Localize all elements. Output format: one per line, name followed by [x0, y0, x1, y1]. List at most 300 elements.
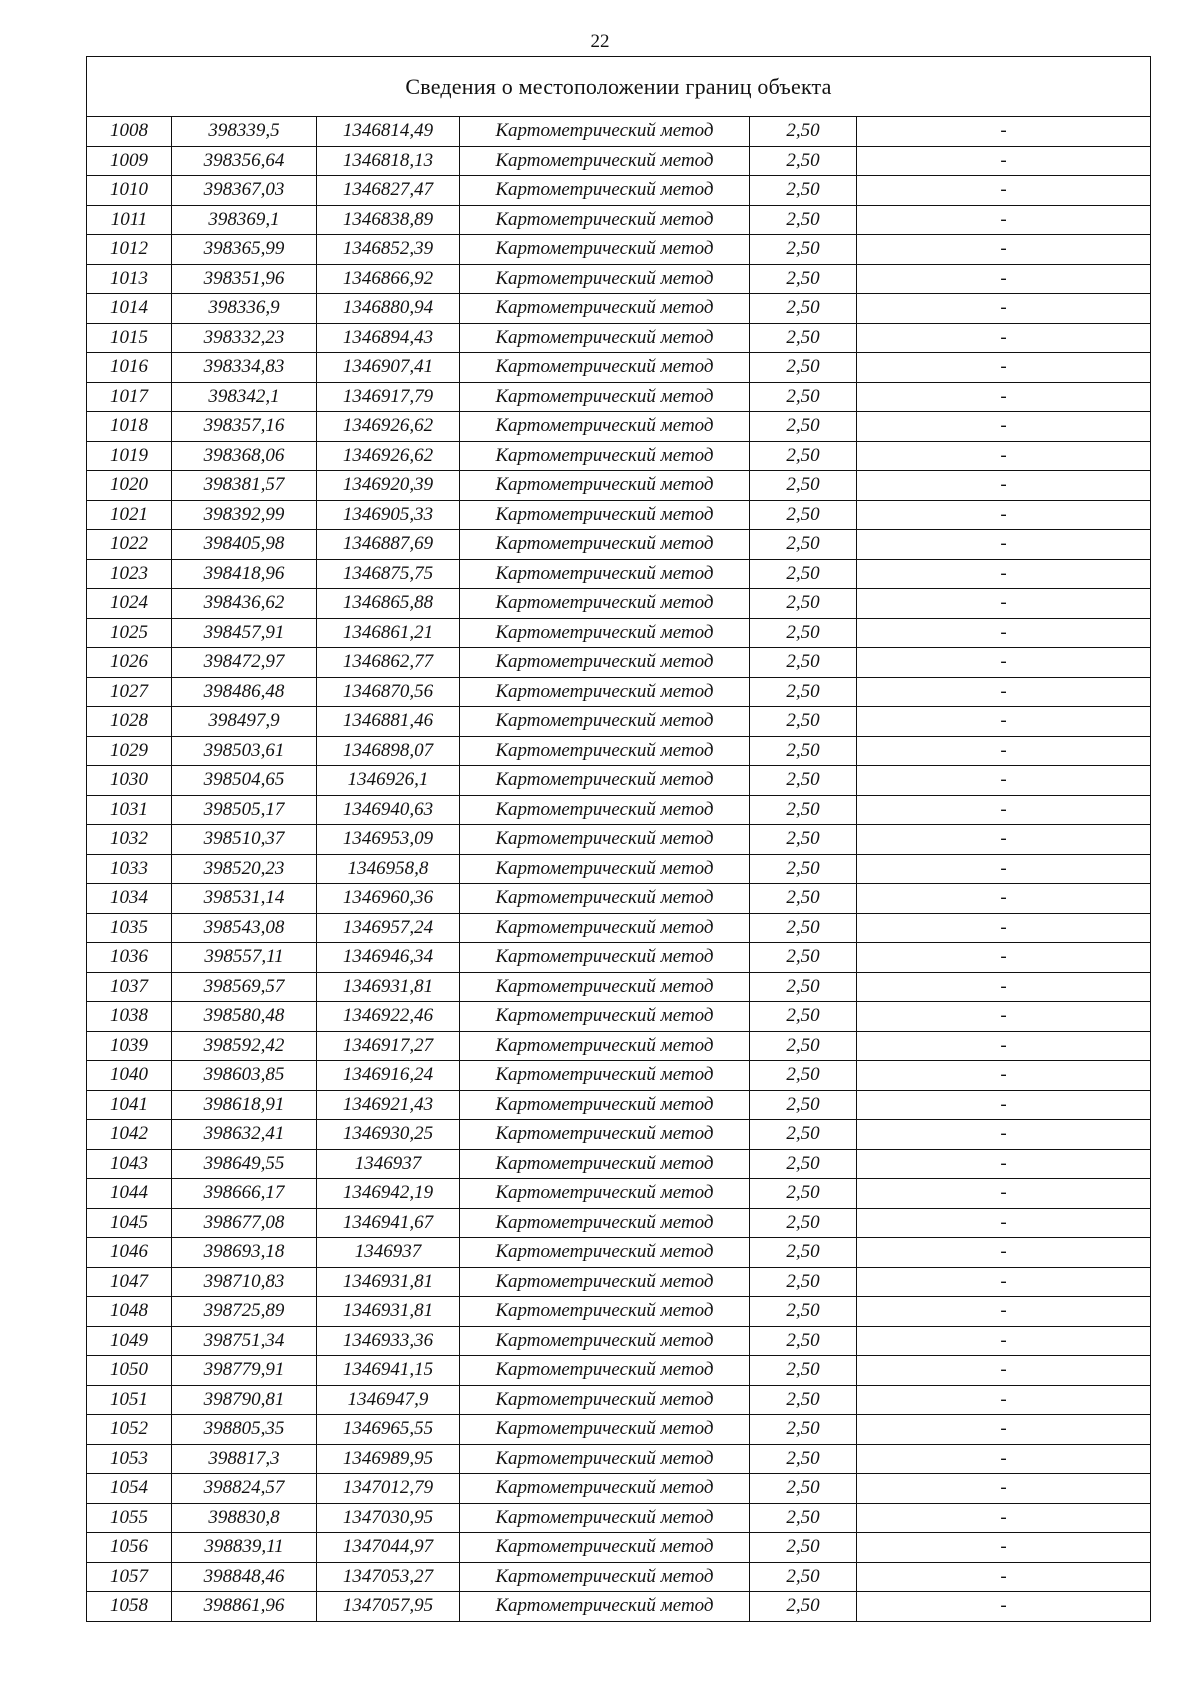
- method-cell: Картометрический метод: [460, 235, 750, 265]
- table-row: [87, 1238, 1151, 1268]
- point-number-cell: 1032: [87, 825, 172, 855]
- method-cell: Картометрический метод: [460, 294, 750, 324]
- table-row: [87, 441, 1151, 471]
- description-cell: -: [857, 1061, 1151, 1091]
- x-coordinate-cell: 398592,42: [172, 1031, 317, 1061]
- y-coordinate-cell: 1346946,34: [317, 943, 460, 973]
- description-cell: -: [857, 235, 1151, 265]
- point-number-cell: 1022: [87, 530, 172, 560]
- method-cell: Картометрический метод: [460, 1297, 750, 1327]
- description-cell: -: [857, 1562, 1151, 1592]
- accuracy-cell: 2,50: [750, 294, 857, 324]
- y-coordinate-cell: 1346818,13: [317, 146, 460, 176]
- accuracy-cell: 2,50: [750, 1562, 857, 1592]
- method-cell: Картометрический метод: [460, 1356, 750, 1386]
- description-cell: -: [857, 559, 1151, 589]
- table-row: [87, 1267, 1151, 1297]
- accuracy-cell: 2,50: [750, 1179, 857, 1209]
- y-coordinate-cell: 1346958,8: [317, 854, 460, 884]
- y-coordinate-cell: 1346870,56: [317, 677, 460, 707]
- table-row: [87, 707, 1151, 737]
- accuracy-cell: 2,50: [750, 1002, 857, 1032]
- table-row: [87, 1179, 1151, 1209]
- description-cell: -: [857, 530, 1151, 560]
- point-number-cell: 1027: [87, 677, 172, 707]
- accuracy-cell: 2,50: [750, 1297, 857, 1327]
- method-cell: Картометрический метод: [460, 972, 750, 1002]
- point-number-cell: 1030: [87, 766, 172, 796]
- y-coordinate-cell: 1346861,21: [317, 618, 460, 648]
- point-number-cell: 1026: [87, 648, 172, 678]
- accuracy-cell: 2,50: [750, 1592, 857, 1622]
- description-cell: -: [857, 1149, 1151, 1179]
- y-coordinate-cell: 1346942,19: [317, 1179, 460, 1209]
- accuracy-cell: 2,50: [750, 1415, 857, 1445]
- x-coordinate-cell: 398848,46: [172, 1562, 317, 1592]
- description-cell: -: [857, 382, 1151, 412]
- description-cell: -: [857, 1090, 1151, 1120]
- y-coordinate-cell: 1346875,75: [317, 559, 460, 589]
- y-coordinate-cell: 1346930,25: [317, 1120, 460, 1150]
- description-cell: -: [857, 1031, 1151, 1061]
- accuracy-cell: 2,50: [750, 1267, 857, 1297]
- method-cell: Картометрический метод: [460, 618, 750, 648]
- x-coordinate-cell: 398649,55: [172, 1149, 317, 1179]
- method-cell: Картометрический метод: [460, 1120, 750, 1150]
- description-cell: -: [857, 1326, 1151, 1356]
- x-coordinate-cell: 398351,96: [172, 264, 317, 294]
- table-row: [87, 1090, 1151, 1120]
- point-number-cell: 1047: [87, 1267, 172, 1297]
- accuracy-cell: 2,50: [750, 117, 857, 147]
- description-cell: -: [857, 146, 1151, 176]
- description-cell: -: [857, 648, 1151, 678]
- point-number-cell: 1052: [87, 1415, 172, 1445]
- description-cell: -: [857, 1503, 1151, 1533]
- x-coordinate-cell: 398369,1: [172, 205, 317, 235]
- table-row: [87, 382, 1151, 412]
- method-cell: Картометрический метод: [460, 1208, 750, 1238]
- method-cell: Картометрический метод: [460, 943, 750, 973]
- description-cell: -: [857, 1267, 1151, 1297]
- method-cell: Картометрический метод: [460, 1592, 750, 1622]
- description-cell: -: [857, 589, 1151, 619]
- method-cell: Картометрический метод: [460, 1562, 750, 1592]
- point-number-cell: 1025: [87, 618, 172, 648]
- point-number-cell: 1015: [87, 323, 172, 353]
- y-coordinate-cell: 1346866,92: [317, 264, 460, 294]
- method-cell: Картометрический метод: [460, 471, 750, 501]
- y-coordinate-cell: 1346931,81: [317, 1297, 460, 1327]
- method-cell: Картометрический метод: [460, 1061, 750, 1091]
- accuracy-cell: 2,50: [750, 825, 857, 855]
- accuracy-cell: 2,50: [750, 884, 857, 914]
- table-row: [87, 1002, 1151, 1032]
- description-cell: -: [857, 1444, 1151, 1474]
- accuracy-cell: 2,50: [750, 1356, 857, 1386]
- description-cell: -: [857, 500, 1151, 530]
- table-row: [87, 264, 1151, 294]
- description-cell: -: [857, 1592, 1151, 1622]
- boundary-coordinates-table: [86, 56, 1151, 1622]
- x-coordinate-cell: 398367,03: [172, 176, 317, 206]
- method-cell: Картометрический метод: [460, 205, 750, 235]
- accuracy-cell: 2,50: [750, 1533, 857, 1563]
- x-coordinate-cell: 398336,9: [172, 294, 317, 324]
- table-row: [87, 471, 1151, 501]
- point-number-cell: 1033: [87, 854, 172, 884]
- accuracy-cell: 2,50: [750, 1061, 857, 1091]
- accuracy-cell: 2,50: [750, 353, 857, 383]
- page-number: 22: [590, 31, 610, 52]
- x-coordinate-cell: 398332,23: [172, 323, 317, 353]
- y-coordinate-cell: 1346937: [317, 1149, 460, 1179]
- description-cell: -: [857, 618, 1151, 648]
- x-coordinate-cell: 398503,61: [172, 736, 317, 766]
- description-cell: -: [857, 1385, 1151, 1415]
- description-cell: -: [857, 294, 1151, 324]
- y-coordinate-cell: 1346862,77: [317, 648, 460, 678]
- method-cell: Картометрический метод: [460, 353, 750, 383]
- x-coordinate-cell: 398543,08: [172, 913, 317, 943]
- method-cell: Картометрический метод: [460, 1326, 750, 1356]
- x-coordinate-cell: 398356,64: [172, 146, 317, 176]
- y-coordinate-cell: 1347030,95: [317, 1503, 460, 1533]
- x-coordinate-cell: 398603,85: [172, 1061, 317, 1091]
- y-coordinate-cell: 1346941,67: [317, 1208, 460, 1238]
- table-row: [87, 1120, 1151, 1150]
- accuracy-cell: 2,50: [750, 235, 857, 265]
- y-coordinate-cell: 1346907,41: [317, 353, 460, 383]
- y-coordinate-cell: 1347057,95: [317, 1592, 460, 1622]
- point-number-cell: 1040: [87, 1061, 172, 1091]
- x-coordinate-cell: 398457,91: [172, 618, 317, 648]
- accuracy-cell: 2,50: [750, 618, 857, 648]
- accuracy-cell: 2,50: [750, 323, 857, 353]
- method-cell: Картометрический метод: [460, 323, 750, 353]
- table-row: [87, 412, 1151, 442]
- method-cell: Картометрический метод: [460, 1474, 750, 1504]
- table-row: [87, 1385, 1151, 1415]
- accuracy-cell: 2,50: [750, 1149, 857, 1179]
- accuracy-cell: 2,50: [750, 972, 857, 1002]
- point-number-cell: 1045: [87, 1208, 172, 1238]
- description-cell: -: [857, 1356, 1151, 1386]
- x-coordinate-cell: 398334,83: [172, 353, 317, 383]
- description-cell: -: [857, 854, 1151, 884]
- accuracy-cell: 2,50: [750, 471, 857, 501]
- x-coordinate-cell: 398472,97: [172, 648, 317, 678]
- table-row: [87, 205, 1151, 235]
- x-coordinate-cell: 398520,23: [172, 854, 317, 884]
- description-cell: -: [857, 943, 1151, 973]
- y-coordinate-cell: 1346941,15: [317, 1356, 460, 1386]
- x-coordinate-cell: 398677,08: [172, 1208, 317, 1238]
- point-number-cell: 1046: [87, 1238, 172, 1268]
- point-number-cell: 1055: [87, 1503, 172, 1533]
- description-cell: -: [857, 766, 1151, 796]
- accuracy-cell: 2,50: [750, 146, 857, 176]
- description-cell: -: [857, 471, 1151, 501]
- method-cell: Картометрический метод: [460, 559, 750, 589]
- accuracy-cell: 2,50: [750, 1031, 857, 1061]
- point-number-cell: 1041: [87, 1090, 172, 1120]
- table-row: [87, 854, 1151, 884]
- x-coordinate-cell: 398342,1: [172, 382, 317, 412]
- y-coordinate-cell: 1346814,49: [317, 117, 460, 147]
- method-cell: Картометрический метод: [460, 1503, 750, 1533]
- x-coordinate-cell: 398368,06: [172, 441, 317, 471]
- description-cell: -: [857, 825, 1151, 855]
- y-coordinate-cell: 1346922,46: [317, 1002, 460, 1032]
- accuracy-cell: 2,50: [750, 766, 857, 796]
- point-number-cell: 1016: [87, 353, 172, 383]
- description-cell: -: [857, 1415, 1151, 1445]
- y-coordinate-cell: 1346957,24: [317, 913, 460, 943]
- table-row: [87, 1503, 1151, 1533]
- x-coordinate-cell: 398436,62: [172, 589, 317, 619]
- accuracy-cell: 2,50: [750, 530, 857, 560]
- accuracy-cell: 2,50: [750, 1120, 857, 1150]
- y-coordinate-cell: 1346905,33: [317, 500, 460, 530]
- y-coordinate-cell: 1346937: [317, 1238, 460, 1268]
- y-coordinate-cell: 1346926,1: [317, 766, 460, 796]
- point-number-cell: 1024: [87, 589, 172, 619]
- point-number-cell: 1056: [87, 1533, 172, 1563]
- table-row: [87, 323, 1151, 353]
- table-title: Сведения о местоположении границ объекта: [87, 57, 1151, 117]
- y-coordinate-cell: 1346865,88: [317, 589, 460, 619]
- point-number-cell: 1050: [87, 1356, 172, 1386]
- y-coordinate-cell: 1346953,09: [317, 825, 460, 855]
- description-cell: -: [857, 913, 1151, 943]
- accuracy-cell: 2,50: [750, 176, 857, 206]
- method-cell: Картометрический метод: [460, 441, 750, 471]
- point-number-cell: 1054: [87, 1474, 172, 1504]
- y-coordinate-cell: 1347012,79: [317, 1474, 460, 1504]
- point-number-cell: 1008: [87, 117, 172, 147]
- y-coordinate-cell: 1346880,94: [317, 294, 460, 324]
- table-row: [87, 913, 1151, 943]
- method-cell: Картометрический метод: [460, 530, 750, 560]
- x-coordinate-cell: 398486,48: [172, 677, 317, 707]
- point-number-cell: 1049: [87, 1326, 172, 1356]
- point-number-cell: 1048: [87, 1297, 172, 1327]
- description-cell: -: [857, 1002, 1151, 1032]
- accuracy-cell: 2,50: [750, 205, 857, 235]
- x-coordinate-cell: 398666,17: [172, 1179, 317, 1209]
- method-cell: Картометрический метод: [460, 1002, 750, 1032]
- table-row: [87, 825, 1151, 855]
- x-coordinate-cell: 398339,5: [172, 117, 317, 147]
- y-coordinate-cell: 1346838,89: [317, 205, 460, 235]
- table-row: [87, 353, 1151, 383]
- point-number-cell: 1038: [87, 1002, 172, 1032]
- y-coordinate-cell: 1346947,9: [317, 1385, 460, 1415]
- y-coordinate-cell: 1346933,36: [317, 1326, 460, 1356]
- point-number-cell: 1009: [87, 146, 172, 176]
- method-cell: Картометрический метод: [460, 1533, 750, 1563]
- table-body: [87, 117, 1151, 1622]
- point-number-cell: 1020: [87, 471, 172, 501]
- method-cell: Картометрический метод: [460, 1090, 750, 1120]
- table-row: [87, 736, 1151, 766]
- x-coordinate-cell: 398531,14: [172, 884, 317, 914]
- table-row: [87, 146, 1151, 176]
- accuracy-cell: 2,50: [750, 648, 857, 678]
- description-cell: -: [857, 736, 1151, 766]
- accuracy-cell: 2,50: [750, 1238, 857, 1268]
- y-coordinate-cell: 1346926,62: [317, 412, 460, 442]
- table-row: [87, 294, 1151, 324]
- x-coordinate-cell: 398505,17: [172, 795, 317, 825]
- method-cell: Картометрический метод: [460, 1149, 750, 1179]
- accuracy-cell: 2,50: [750, 736, 857, 766]
- x-coordinate-cell: 398497,9: [172, 707, 317, 737]
- table-row: [87, 117, 1151, 147]
- accuracy-cell: 2,50: [750, 1090, 857, 1120]
- accuracy-cell: 2,50: [750, 1208, 857, 1238]
- y-coordinate-cell: 1346960,36: [317, 884, 460, 914]
- point-number-cell: 1058: [87, 1592, 172, 1622]
- point-number-cell: 1021: [87, 500, 172, 530]
- description-cell: -: [857, 1533, 1151, 1563]
- point-number-cell: 1053: [87, 1444, 172, 1474]
- x-coordinate-cell: 398357,16: [172, 412, 317, 442]
- method-cell: Картометрический метод: [460, 795, 750, 825]
- accuracy-cell: 2,50: [750, 707, 857, 737]
- description-cell: -: [857, 795, 1151, 825]
- x-coordinate-cell: 398805,35: [172, 1415, 317, 1445]
- accuracy-cell: 2,50: [750, 795, 857, 825]
- x-coordinate-cell: 398779,91: [172, 1356, 317, 1386]
- method-cell: Картометрический метод: [460, 825, 750, 855]
- method-cell: Картометрический метод: [460, 766, 750, 796]
- accuracy-cell: 2,50: [750, 1385, 857, 1415]
- accuracy-cell: 2,50: [750, 1326, 857, 1356]
- table-row: [87, 1562, 1151, 1592]
- y-coordinate-cell: 1347044,97: [317, 1533, 460, 1563]
- method-cell: Картометрический метод: [460, 884, 750, 914]
- method-cell: Картометрический метод: [460, 854, 750, 884]
- x-coordinate-cell: 398790,81: [172, 1385, 317, 1415]
- y-coordinate-cell: 1347053,27: [317, 1562, 460, 1592]
- table-row: [87, 500, 1151, 530]
- method-cell: Картометрический метод: [460, 117, 750, 147]
- table-row: [87, 1061, 1151, 1091]
- table-row: [87, 1474, 1151, 1504]
- table-row: [87, 235, 1151, 265]
- x-coordinate-cell: 398632,41: [172, 1120, 317, 1150]
- table-row: [87, 1415, 1151, 1445]
- y-coordinate-cell: 1346917,27: [317, 1031, 460, 1061]
- x-coordinate-cell: 398824,57: [172, 1474, 317, 1504]
- y-coordinate-cell: 1346989,95: [317, 1444, 460, 1474]
- description-cell: -: [857, 1297, 1151, 1327]
- method-cell: Картометрический метод: [460, 500, 750, 530]
- table-row: [87, 972, 1151, 1002]
- description-cell: -: [857, 264, 1151, 294]
- x-coordinate-cell: 398693,18: [172, 1238, 317, 1268]
- accuracy-cell: 2,50: [750, 854, 857, 884]
- x-coordinate-cell: 398510,37: [172, 825, 317, 855]
- table-row: [87, 559, 1151, 589]
- point-number-cell: 1051: [87, 1385, 172, 1415]
- method-cell: Картометрический метод: [460, 589, 750, 619]
- x-coordinate-cell: 398504,65: [172, 766, 317, 796]
- table-title-row: [87, 57, 1151, 117]
- point-number-cell: 1037: [87, 972, 172, 1002]
- x-coordinate-cell: 398861,96: [172, 1592, 317, 1622]
- description-cell: -: [857, 1474, 1151, 1504]
- x-coordinate-cell: 398725,89: [172, 1297, 317, 1327]
- table-row: [87, 1592, 1151, 1622]
- description-cell: -: [857, 441, 1151, 471]
- method-cell: Картометрический метод: [460, 677, 750, 707]
- point-number-cell: 1012: [87, 235, 172, 265]
- table-row: [87, 1149, 1151, 1179]
- point-number-cell: 1029: [87, 736, 172, 766]
- point-number-cell: 1010: [87, 176, 172, 206]
- point-number-cell: 1057: [87, 1562, 172, 1592]
- method-cell: Картометрический метод: [460, 1238, 750, 1268]
- y-coordinate-cell: 1346931,81: [317, 1267, 460, 1297]
- x-coordinate-cell: 398569,57: [172, 972, 317, 1002]
- y-coordinate-cell: 1346921,43: [317, 1090, 460, 1120]
- description-cell: -: [857, 323, 1151, 353]
- point-number-cell: 1035: [87, 913, 172, 943]
- x-coordinate-cell: 398418,96: [172, 559, 317, 589]
- point-number-cell: 1031: [87, 795, 172, 825]
- y-coordinate-cell: 1346965,55: [317, 1415, 460, 1445]
- x-coordinate-cell: 398392,99: [172, 500, 317, 530]
- x-coordinate-cell: 398557,11: [172, 943, 317, 973]
- table-row: [87, 1031, 1151, 1061]
- x-coordinate-cell: 398751,34: [172, 1326, 317, 1356]
- table-row: [87, 1533, 1151, 1563]
- method-cell: Картометрический метод: [460, 1031, 750, 1061]
- point-number-cell: 1036: [87, 943, 172, 973]
- point-number-cell: 1043: [87, 1149, 172, 1179]
- table-row: [87, 943, 1151, 973]
- table-row: [87, 1297, 1151, 1327]
- y-coordinate-cell: 1346827,47: [317, 176, 460, 206]
- method-cell: Картометрический метод: [460, 736, 750, 766]
- x-coordinate-cell: 398618,91: [172, 1090, 317, 1120]
- y-coordinate-cell: 1346894,43: [317, 323, 460, 353]
- y-coordinate-cell: 1346916,24: [317, 1061, 460, 1091]
- description-cell: -: [857, 412, 1151, 442]
- x-coordinate-cell: 398839,11: [172, 1533, 317, 1563]
- x-coordinate-cell: 398365,99: [172, 235, 317, 265]
- point-number-cell: 1034: [87, 884, 172, 914]
- x-coordinate-cell: 398580,48: [172, 1002, 317, 1032]
- accuracy-cell: 2,50: [750, 677, 857, 707]
- method-cell: Картометрический метод: [460, 1385, 750, 1415]
- y-coordinate-cell: 1346917,79: [317, 382, 460, 412]
- point-number-cell: 1044: [87, 1179, 172, 1209]
- x-coordinate-cell: 398817,3: [172, 1444, 317, 1474]
- method-cell: Картометрический метод: [460, 412, 750, 442]
- point-number-cell: 1014: [87, 294, 172, 324]
- point-number-cell: 1013: [87, 264, 172, 294]
- y-coordinate-cell: 1346881,46: [317, 707, 460, 737]
- accuracy-cell: 2,50: [750, 1474, 857, 1504]
- point-number-cell: 1023: [87, 559, 172, 589]
- description-cell: -: [857, 1120, 1151, 1150]
- table-row: [87, 1444, 1151, 1474]
- table-row: [87, 766, 1151, 796]
